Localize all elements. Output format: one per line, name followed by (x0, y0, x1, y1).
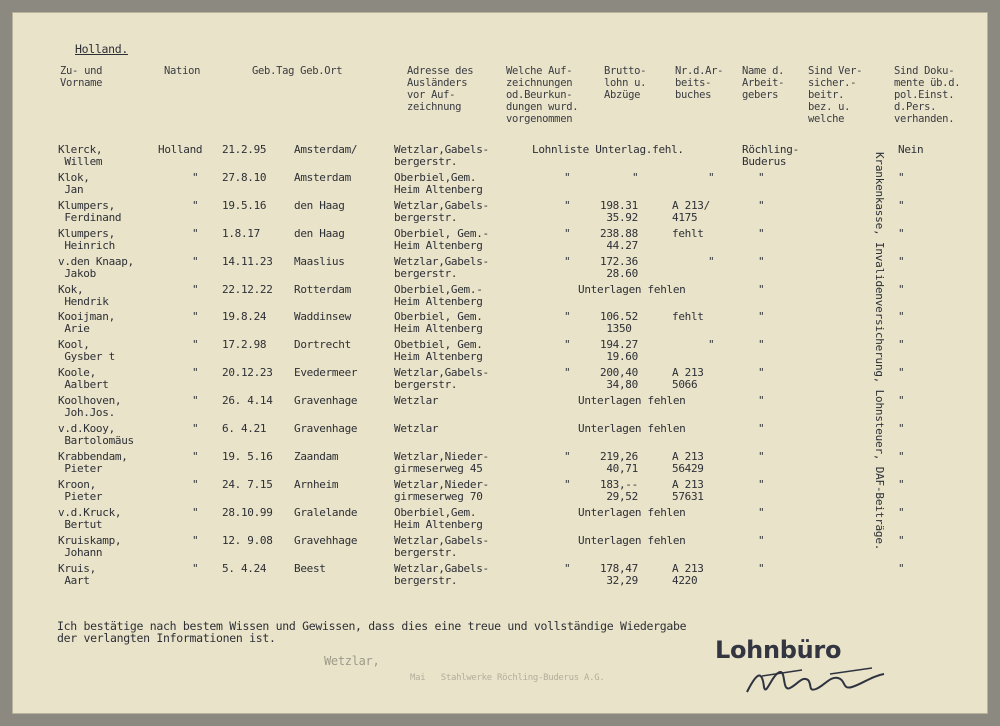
cell-nation: " (192, 562, 199, 575)
cell-workbook: A 213 5066 (672, 366, 704, 391)
cell-nation: " (192, 534, 199, 547)
cell-address: Wetzlar,Nieder- girmeserweg 45 (394, 450, 489, 475)
header-workbook: Nr.d.Ar- beits- buches (675, 65, 724, 101)
cell-address: Wetzlar,Gabels- bergerstr. (394, 562, 489, 587)
cell-employer: " (758, 422, 765, 435)
cell-documents: " (898, 310, 905, 323)
cell-records: " (564, 478, 571, 491)
cell-records: " (564, 171, 571, 184)
cell-documents: " (898, 450, 905, 463)
cell-birth-place: Gravenhage (294, 422, 358, 435)
cell-birth-date: 5. 4.24 (222, 562, 267, 575)
certification-text: Ich bestätige nach bestem Wissen und Gewissen, dass dies eine treue und vollständige Wiedergabe der verlangten Informationen ist. (57, 619, 687, 645)
cell-employer: Röchling- Buderus (742, 143, 799, 168)
document-page (12, 12, 988, 714)
cell-documents: " (898, 366, 905, 379)
cell-documents: " (898, 199, 905, 212)
cell-workbook: " (708, 171, 715, 184)
cell-address: Wetzlar,Gabels- bergerstr. (394, 534, 489, 559)
cell-address: Wetzlar,Gabels- bergerstr. (394, 366, 489, 391)
cell-nation: " (192, 227, 199, 240)
cell-birth-place: Evedermeer (294, 366, 358, 379)
cell-name: v.d.Kooy, Bartolomäus (58, 422, 134, 447)
cell-name: Klok, Jan (58, 171, 90, 196)
cell-wage: 178,47 32,29 (600, 562, 638, 587)
document-title: Holland. (75, 42, 128, 56)
cell-nation: " (192, 450, 199, 463)
cell-documents: " (898, 506, 905, 519)
cell-documents: " (898, 562, 905, 575)
cell-records: " (564, 255, 571, 268)
cell-birth-place: den Haag (294, 227, 345, 240)
cell-birth-place: den Haag (294, 199, 345, 212)
cell-documents: " (898, 171, 905, 184)
cell-nation: " (192, 199, 199, 212)
cell-workbook: A 213 4220 (672, 562, 704, 587)
cell-nation: " (192, 366, 199, 379)
cell-birth-place: Amsterdam/ (294, 143, 358, 156)
header-address: Adresse des Ausländers vor Auf- zeichnung (407, 65, 474, 113)
header-documents: Sind Doku- mente üb.d. pol.Einst. d.Pers. verhanden. (894, 65, 961, 125)
cell-records: " (564, 338, 571, 351)
cell-documents: Nein (898, 143, 924, 156)
cell-nation: " (192, 283, 199, 296)
cell-birth-place: Dortrecht (294, 338, 351, 351)
cell-birth-place: Gralelande (294, 506, 358, 519)
place-signature: Wetzlar, (324, 654, 380, 668)
cell-birth-date: 19.5.16 (222, 199, 267, 212)
cell-birth-date: 28.10.99 (222, 506, 273, 519)
cell-birth-date: 14.11.23 (222, 255, 273, 268)
cell-name: Kroon, Pieter (58, 478, 103, 503)
cell-nation: " (192, 394, 199, 407)
cell-wage: 198.31 35.92 (600, 199, 638, 224)
cell-name: Koolhoven, Joh.Jos. (58, 394, 122, 419)
cell-name: v.d.Kruck, Bertut (58, 506, 122, 531)
cell-employer: " (758, 171, 765, 184)
cell-name: Koole, Aalbert (58, 366, 109, 391)
cell-birth-place: Rotterdam (294, 283, 351, 296)
cell-birth-place: Gravehhage (294, 534, 358, 547)
cell-nation: " (192, 422, 199, 435)
cell-nation: Holland (158, 143, 203, 156)
cell-employer: " (758, 227, 765, 240)
cell-records: " (564, 227, 571, 240)
cell-employer: " (758, 255, 765, 268)
cell-employer: " (758, 506, 765, 519)
cell-address: Wetzlar (394, 394, 439, 407)
insurance-note: Krankenkasse, Invalidenversicherung, Lohnsteuer, DAF-Beiträge. (873, 152, 886, 551)
cell-wage: 200,40 34,80 (600, 366, 638, 391)
cell-workbook: A 213/ 4175 (672, 199, 710, 224)
cell-birth-place: Waddinsew (294, 310, 351, 323)
cell-address: Wetzlar,Gabels- bergerstr. (394, 199, 489, 224)
cell-employer: " (758, 450, 765, 463)
cell-workbook: " (708, 338, 715, 351)
cell-nation: " (192, 171, 199, 184)
cell-records: " (564, 199, 571, 212)
cell-birth-date: 6. 4.21 (222, 422, 267, 435)
cell-nation: " (192, 310, 199, 323)
cell-birth-place: Arnheim (294, 478, 339, 491)
cell-workbook: A 213 57631 (672, 478, 704, 503)
cell-address: Oberbiel,Gem.- Heim Altenberg (394, 283, 483, 308)
cell-nation: " (192, 506, 199, 519)
cell-documents: " (898, 227, 905, 240)
cell-birth-date: 12. 9.08 (222, 534, 273, 547)
lohnbuero-stamp: Lohnbüro (715, 636, 842, 664)
cell-employer: " (758, 310, 765, 323)
cell-records: " (564, 562, 571, 575)
cell-wage: 172.36 28.60 (600, 255, 638, 280)
cell-address: Obetbiel, Gem. Heim Altenberg (394, 338, 483, 363)
cell-address: Oberbiel, Gem.- Heim Altenberg (394, 227, 489, 252)
cell-birth-date: 1.8.17 (222, 227, 260, 240)
cell-wage: " (632, 171, 639, 184)
cell-wage: 194.27 19.60 (600, 338, 638, 363)
cell-birth-date: 24. 7.15 (222, 478, 273, 491)
cell-birth-date: 22.12.22 (222, 283, 273, 296)
cell-employer: " (758, 562, 765, 575)
cell-wage: 106.52 1350 (600, 310, 638, 335)
cell-workbook: A 213 56429 (672, 450, 704, 475)
cell-birth-place: Maaslius (294, 255, 345, 268)
cell-workbook: fehlt (672, 310, 704, 323)
cell-records: Unterlagen fehlen (578, 422, 686, 435)
cell-documents: " (898, 338, 905, 351)
cell-name: Klerck, Willem (58, 143, 103, 168)
cell-records: Unterlagen fehlen (578, 534, 686, 547)
cell-name: Kruiskamp, Johann (58, 534, 122, 559)
cell-records: " (564, 450, 571, 463)
cell-birth-date: 26. 4.14 (222, 394, 273, 407)
cell-address: Wetzlar,Gabels- bergerstr. (394, 255, 489, 280)
header-name: Zu- und Vorname (60, 65, 103, 89)
cell-address: Wetzlar (394, 422, 439, 435)
cell-records: Unterlagen fehlen (578, 394, 686, 407)
cell-address: Oberbiel,Gem. Heim Altenberg (394, 171, 483, 196)
header-wage: Brutto- lohn u. Abzüge (604, 65, 647, 101)
cell-wage: 219,26 40,71 (600, 450, 638, 475)
cell-documents: " (898, 534, 905, 547)
cell-employer: " (758, 338, 765, 351)
cell-workbook: fehlt (672, 227, 704, 240)
cell-nation: " (192, 478, 199, 491)
cell-records: Lohnliste Unterlag.fehl. (532, 143, 684, 156)
cell-employer: " (758, 199, 765, 212)
cell-nation: " (192, 255, 199, 268)
cell-nation: " (192, 338, 199, 351)
cell-name: Klumpers, Ferdinand (58, 199, 122, 224)
cell-records: " (564, 310, 571, 323)
cell-birth-date: 19.8.24 (222, 310, 267, 323)
cell-birth-date: 17.2.98 (222, 338, 267, 351)
cell-records: Unterlagen fehlen (578, 283, 686, 296)
cell-documents: " (898, 283, 905, 296)
cell-address: Oberbiel,Gem. Heim Altenberg (394, 506, 483, 531)
cell-birth-place: Amsterdam (294, 171, 351, 184)
cell-records: " (564, 366, 571, 379)
cell-birth-date: 19. 5.16 (222, 450, 273, 463)
cell-birth-place: Beest (294, 562, 326, 575)
cell-name: Kool, Gysber t (58, 338, 115, 363)
cell-address: Oberbiel, Gem. Heim Altenberg (394, 310, 483, 335)
cell-employer: " (758, 283, 765, 296)
cell-name: v.den Knaap, Jakob (58, 255, 134, 280)
cell-employer: " (758, 534, 765, 547)
header-records: Welche Auf- zeichnungen od.Beurkun- dungen wurd. vorgenommen (506, 65, 579, 125)
cell-documents: " (898, 478, 905, 491)
cell-documents: " (898, 422, 905, 435)
cell-address: Wetzlar,Nieder- girmeserweg 70 (394, 478, 489, 503)
cell-employer: " (758, 478, 765, 491)
cell-birth-date: 21.2.95 (222, 143, 267, 156)
cell-birth-date: 20.12.23 (222, 366, 273, 379)
cell-wage: 238.88 44.27 (600, 227, 638, 252)
cell-birth-place: Zaandam (294, 450, 339, 463)
signature-image (742, 662, 892, 702)
cell-employer: " (758, 394, 765, 407)
header-nation: Nation (164, 65, 201, 77)
cell-name: Kok, Hendrik (58, 283, 109, 308)
cell-wage: 183,-- 29,52 (600, 478, 638, 503)
cell-documents: " (898, 394, 905, 407)
cell-employer: " (758, 366, 765, 379)
cell-address: Wetzlar,Gabels- bergerstr. (394, 143, 489, 168)
cell-documents: " (898, 255, 905, 268)
header-employer: Name d. Arbeit- gebers (742, 65, 785, 101)
header-birth: Geb.Tag Geb.Ort (252, 65, 343, 77)
cell-name: Kooijman, Arie (58, 310, 115, 335)
company-stamp-faint: Mai Stahlwerke Röchling-Buderus A.G. (410, 673, 605, 683)
cell-name: Klumpers, Heinrich (58, 227, 115, 252)
cell-birth-date: 27.8.10 (222, 171, 267, 184)
cell-records: Unterlagen fehlen (578, 506, 686, 519)
cell-name: Krabbendam, Pieter (58, 450, 128, 475)
cell-workbook: " (708, 255, 715, 268)
cell-birth-place: Gravenhage (294, 394, 358, 407)
header-insured: Sind Ver- sicher.- beitr. bez. u. welche (808, 65, 863, 125)
cell-name: Kruis, Aart (58, 562, 96, 587)
